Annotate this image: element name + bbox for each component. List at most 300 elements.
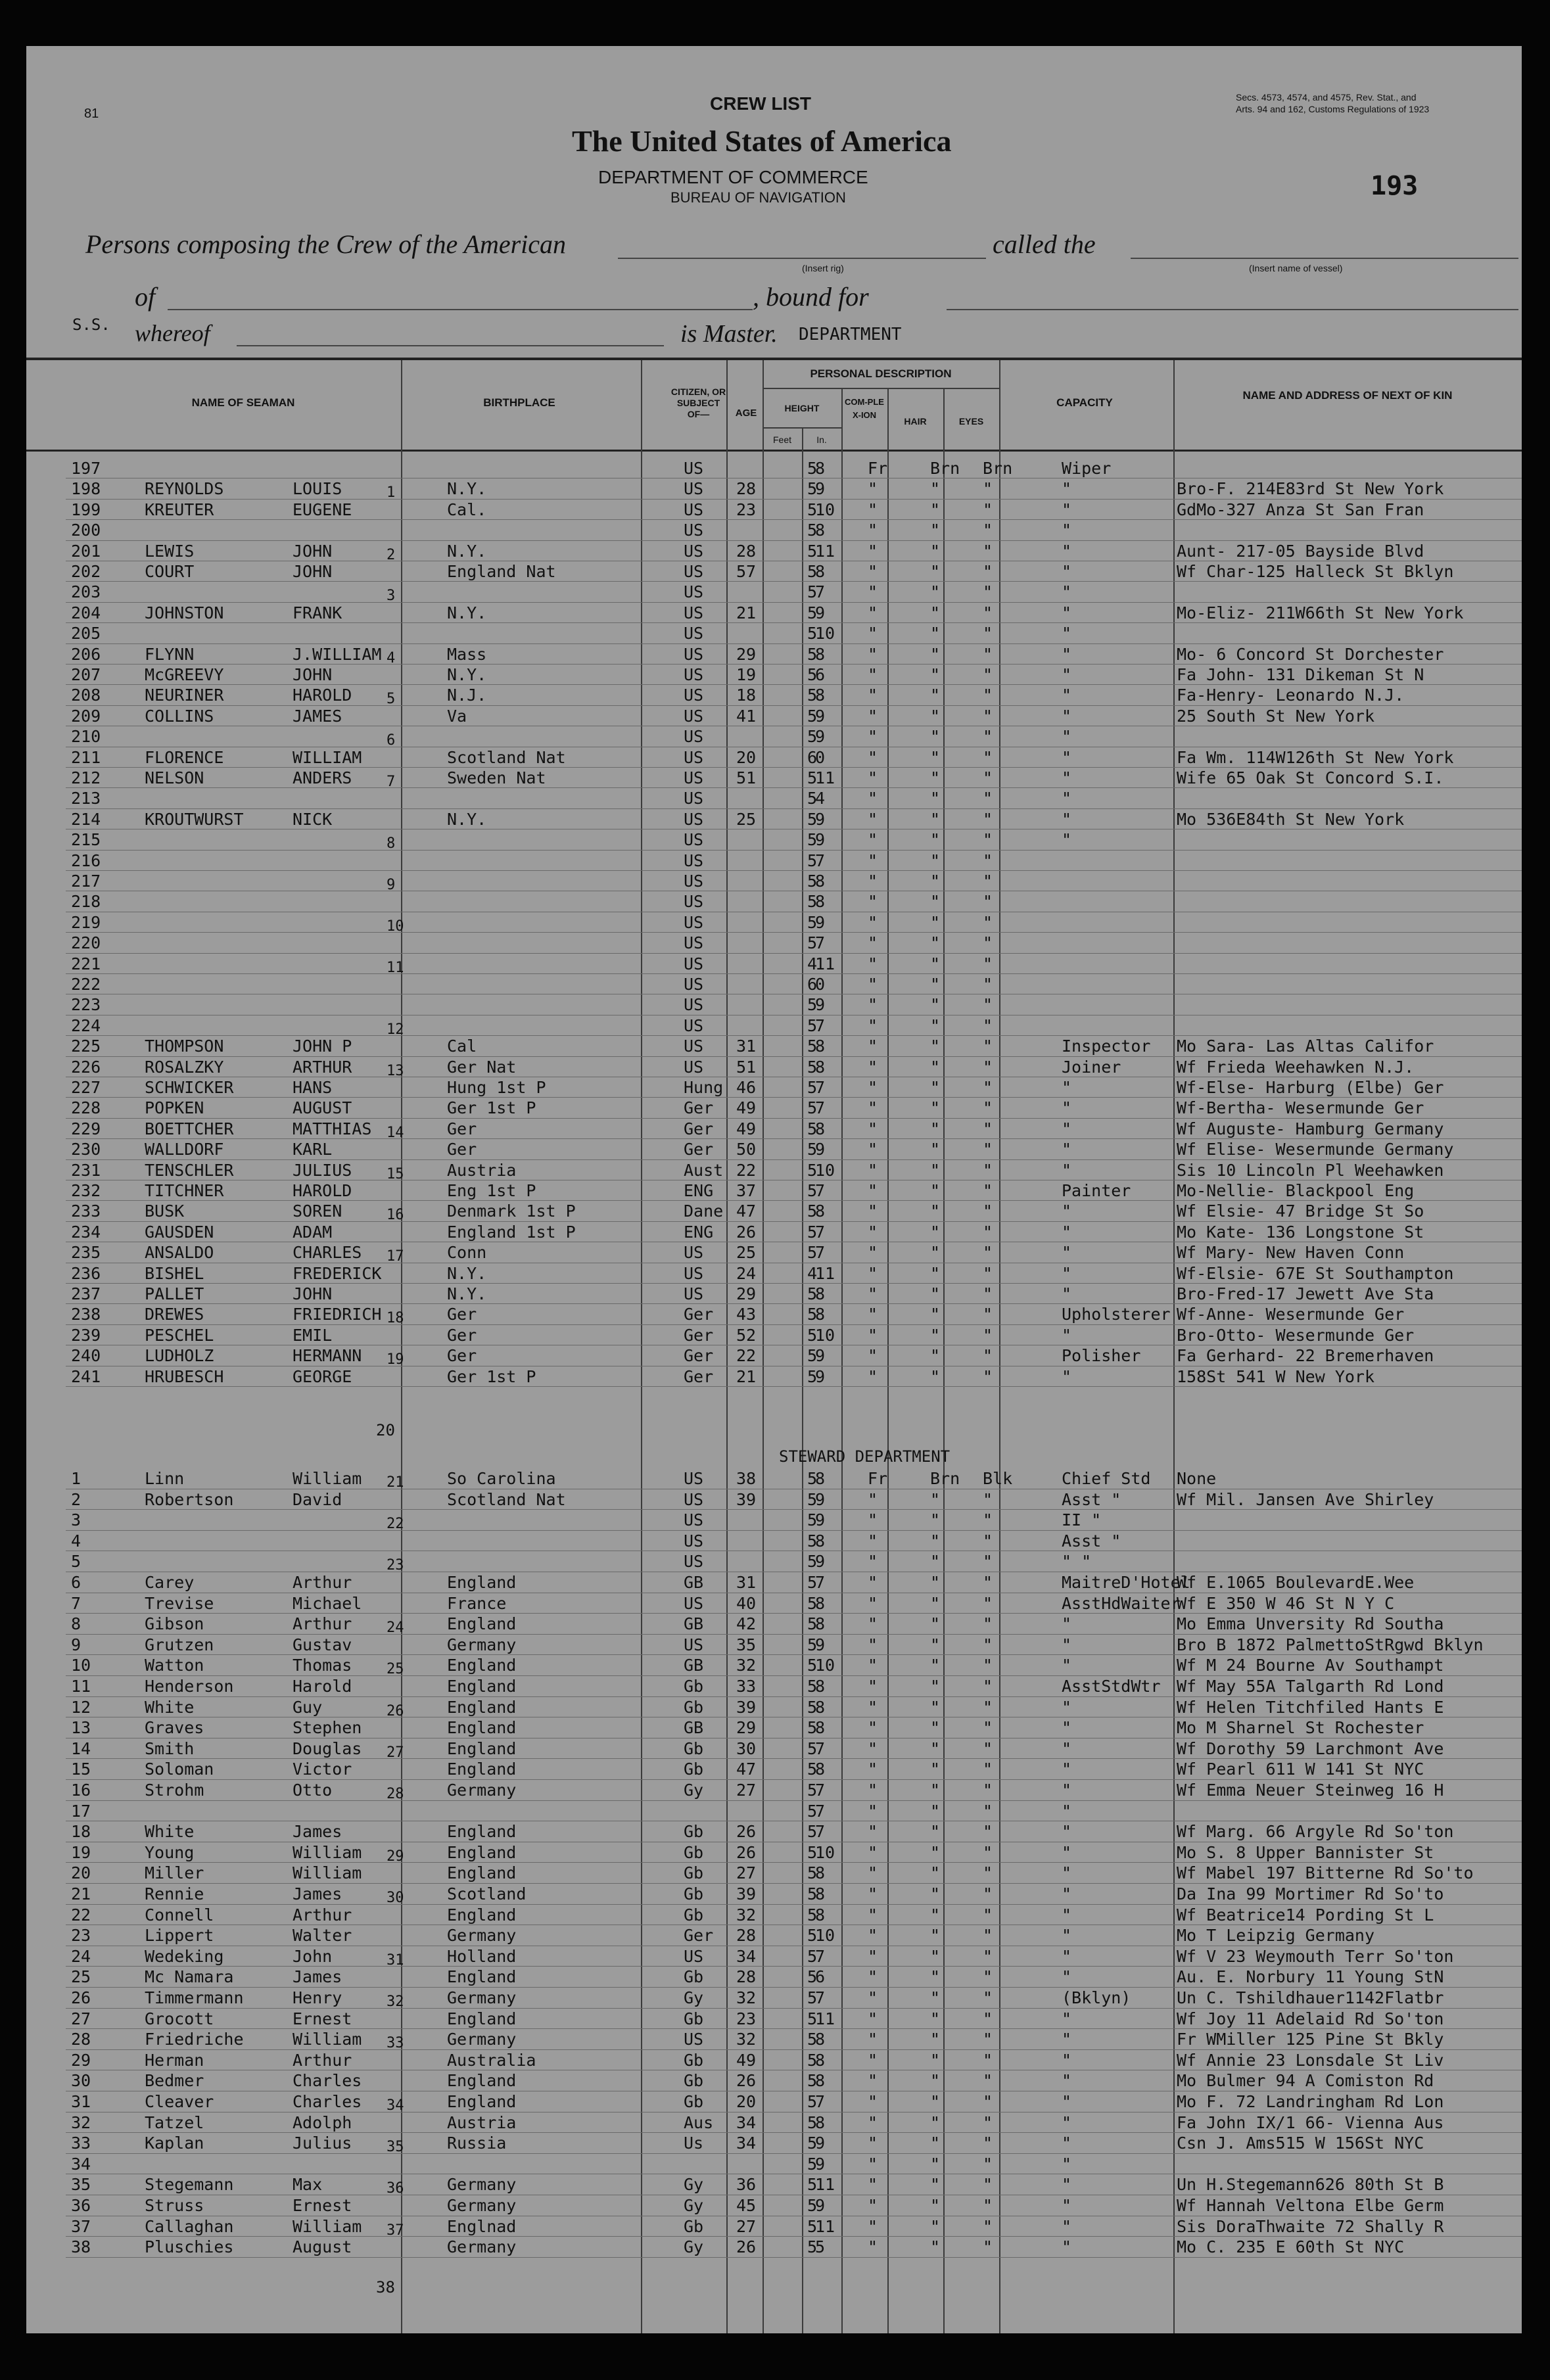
next-of-kin: Bro B 1872 PalmettoStRgwd Bklyn [1177,1635,1484,1654]
row-rule [66,1613,1522,1614]
height-feet: 5 [807,1037,818,1056]
crew-line-1: Persons composing the Crew of the American [85,229,567,259]
complexion: " [868,1243,878,1263]
row-number: 198 [71,479,101,499]
sequence-number: 26 [387,1702,404,1719]
eyes: " [983,1760,993,1779]
seaman-given-name: WILLIAM [293,747,362,767]
age: 27 [736,1781,757,1800]
hair: " [930,1801,941,1821]
height-inches: 8 [815,2030,826,2049]
next-of-kin: Mo Kate- 136 Longstone St [1177,1222,1424,1242]
seaman-given-name: Stephen [293,1718,362,1738]
citizenship: US [684,912,704,932]
height-inches: 8 [815,1284,826,1303]
seaman-surname: Henderson [145,1677,234,1696]
citizenship: Gb [684,2009,704,2028]
age: 41 [736,706,757,726]
seaman-surname: BUSK [145,1202,185,1221]
row-number: 37 [71,2216,91,2236]
capacity: " [1062,1119,1072,1138]
next-of-kin: Wf Mil. Jansen Ave Shirley [1177,1489,1434,1509]
hair: " [930,665,941,684]
height-inches: 9 [815,1635,826,1654]
sequence-number: 5 [387,691,396,708]
height-feet: 5 [807,1366,818,1386]
citizenship: Gy [684,2175,704,2195]
seaman-surname: Graves [145,1718,204,1738]
height-feet: 4 [807,1263,818,1283]
next-of-kin: Bro-Fred-17 Jewett Ave Sta [1177,1284,1434,1303]
height-feet: 5 [807,1593,818,1613]
eyes: " [983,1801,993,1821]
complexion: " [868,603,878,622]
seaman-given-name: JULIUS [293,1160,352,1180]
next-of-kin: Mo Sara- Las Altas Califor [1177,1037,1434,1056]
seaman-surname: White [145,1822,195,1842]
row-rule [66,684,1522,685]
height-feet: 5 [807,1160,818,1180]
height-inches: 7 [815,1243,826,1263]
row-rule [66,1904,1522,1905]
capacity: Chief Std [1062,1469,1151,1488]
seaman-surname: Tatzel [145,2112,204,2132]
sequence-number: 36 [387,2180,404,2197]
eyes: " [983,1489,993,1509]
next-of-kin: Wf Mabel 197 Bitterne Rd So'to [1177,1863,1474,1883]
seaman-given-name: JAMES [293,706,342,726]
citizenship: US [684,809,704,829]
age: 32 [736,1656,757,1675]
hair: " [930,1160,941,1180]
hair: " [930,747,941,767]
row-rule [66,973,1522,974]
capacity: " [1062,1140,1072,1159]
capacity: II " [1062,1510,1102,1530]
age: 39 [736,1697,757,1717]
complexion: " [868,933,878,953]
row-number: 212 [71,768,101,787]
height-feet: 5 [807,933,818,953]
birthplace: France [447,1593,507,1613]
citizenship: US [684,562,704,581]
row-rule [66,1035,1522,1036]
seaman-given-name: Guy [293,1697,323,1717]
next-of-kin: Bro-F. 214E83rd St New York [1177,479,1444,499]
height-feet: 5 [807,479,818,499]
row-number: 204 [71,603,101,622]
seaman-given-name: NICK [293,809,333,829]
height-feet: 5 [807,1863,818,1883]
citizenship: Ger [684,1366,714,1386]
eyes: " [983,809,993,829]
capacity: Asst " [1062,1489,1121,1509]
row-rule [66,622,1522,623]
capacity: " [1062,1098,1072,1118]
row-rule [66,1675,1522,1676]
complexion: " [868,2237,878,2257]
height-inches: 8 [815,1884,826,1903]
seaman-given-name: LOUIS [293,479,342,499]
citizenship: US [684,727,704,747]
row-rule [66,1530,1522,1531]
birthplace: England [447,1677,517,1696]
hair: " [930,644,941,664]
eyes: " [983,1325,993,1345]
seaman-surname: Young [145,1842,195,1862]
hair: " [930,541,941,561]
next-of-kin: Mo M Sharnel St Rochester [1177,1718,1424,1738]
row-number: 214 [71,809,101,829]
sequence-number: 12 [387,1021,404,1038]
seaman-surname: WALLDORF [145,1140,224,1159]
col-hair-header: HAIR [904,416,927,427]
hair: " [930,1946,941,1966]
age: 32 [736,2030,757,2049]
left-mark: 81 [84,106,99,121]
seaman-given-name: Henry [293,1988,342,2007]
age: 29 [736,1284,757,1303]
eyes: " [983,1842,993,1862]
next-of-kin: Wf May 55A Talgarth Rd Lond [1177,1677,1444,1696]
row-rule [66,499,1522,500]
complexion: " [868,2112,878,2132]
height-inches: 6 [815,665,826,684]
seaman-surname: PALLET [145,1284,204,1303]
height-inches: 9 [815,830,826,850]
citizenship: Gb [684,1842,704,1862]
row-rule [66,1283,1522,1284]
seaman-surname: Robertson [145,1489,234,1509]
row-rule [66,767,1522,768]
birthplace: England [447,1863,517,1883]
height-feet: 5 [807,1760,818,1779]
next-of-kin: Wf Pearl 611 W 141 St NYC [1177,1760,1424,1779]
eyes: " [983,1160,993,1180]
birthplace: Ger [447,1140,477,1159]
citizenship: US [684,624,704,643]
hair: " [930,912,941,932]
age: 25 [736,1243,757,1263]
row-number: 22 [71,1905,91,1925]
age: 34 [736,1946,757,1966]
next-of-kin: Wf V 23 Weymouth Terr So'ton [1177,1946,1454,1966]
hair: " [930,1510,941,1530]
height-feet: 5 [807,1489,818,1509]
complexion: " [868,830,878,850]
height-feet: 5 [807,582,818,602]
row-number: 215 [71,830,101,850]
birthplace: England [447,1822,517,1842]
row-number: 9 [71,1635,82,1654]
next-of-kin: Sis 10 Lincoln Pl Weehawken [1177,1160,1444,1180]
age: 28 [736,1967,757,1987]
age: 26 [736,2237,757,2257]
complexion: " [868,1656,878,1675]
row-rule [66,1200,1522,1201]
citizenship: US [684,582,704,602]
eyes: " [983,851,993,870]
vessel-blank [1131,258,1518,259]
col-personal-header: PERSONAL DESCRIPTION [810,367,952,380]
height-rule [763,427,841,429]
sequence-number: 34 [387,2097,404,2114]
age: 52 [736,1325,757,1345]
eyes: " [983,1573,993,1592]
seaman-given-name: Charles [293,2071,362,2091]
birthplace: England [447,1656,517,1675]
citizenship: Gb [684,2092,704,2111]
complexion: " [868,1202,878,1221]
seaman-surname: NELSON [145,768,204,787]
seaman-given-name: William [293,1863,362,1883]
capacity: " [1062,1884,1072,1903]
row-number: 27 [71,2009,91,2028]
sequence-number: 3 [387,588,396,605]
eyes: " [983,1988,993,2007]
col-sep-hair [943,388,945,2333]
complexion: " [868,1263,878,1283]
citizenship: US [684,521,704,540]
row-number: 237 [71,1284,101,1303]
complexion: " [868,582,878,602]
height-inches: 9 [815,2196,826,2215]
seaman-surname: PESCHEL [145,1325,214,1345]
sequence-number: 21 [387,1474,404,1491]
next-of-kin: Da Ina 99 Mortimer Rd So'to [1177,1884,1444,1903]
seaman-given-name: JOHN [293,541,333,561]
citizenship: US [684,1243,704,1263]
capacity: " [1062,603,1072,622]
height-feet: 5 [807,830,818,850]
eyes: " [983,1656,993,1675]
eyes: " [983,768,993,787]
capacity: Painter [1062,1181,1131,1200]
row-number: 17 [71,1801,91,1821]
height-inches: 7 [815,1946,826,1966]
row-number: 217 [71,872,101,891]
complexion: " [868,686,878,705]
capacity: " [1062,2175,1072,2195]
eyes: " [983,830,993,850]
age: 20 [736,2092,757,2111]
age: 27 [736,1863,757,1883]
capacity: " [1062,789,1072,808]
row-number: 4 [71,1531,82,1551]
age: 35 [736,1635,757,1654]
capacity: " [1062,2050,1072,2070]
height-feet: 5 [807,892,818,912]
row-rule [66,643,1522,644]
height-inches: 4 [815,789,826,808]
steward-heading: STEWARD DEPARTMENT [779,1447,951,1466]
height-feet: 5 [807,872,818,891]
sequence-number: 18 [387,1310,404,1327]
height-feet: 5 [807,459,818,478]
height-inches: 7 [815,2092,826,2111]
birthplace: Germany [447,2175,517,2195]
row-rule [66,1696,1522,1697]
age: 23 [736,500,757,519]
complexion: " [868,1635,878,1654]
row-rule [66,1303,1522,1304]
seaman-surname: THOMPSON [145,1037,224,1056]
row-rule [66,2132,1522,2133]
citizenship: Gb [684,1738,704,1758]
birthplace: N.Y. [447,541,487,561]
eyes: " [983,1905,993,1925]
complexion: " [868,624,878,643]
seaman-surname: Pluschies [145,2237,234,2257]
capacity: " [1062,1614,1072,1634]
seaman-given-name: SOREN [293,1202,342,1221]
seaman-given-name: MATTHIAS [293,1119,372,1138]
birthplace: England [447,2092,517,2111]
height-feet: 5 [807,706,818,726]
hair: " [930,2196,941,2215]
capacity: " [1062,1160,1072,1180]
birthplace: Australia [447,2050,536,2070]
hair: " [930,851,941,870]
height-inches: 7 [815,1573,826,1592]
height-feet: 5 [807,2154,818,2174]
seaman-given-name: Michael [293,1593,362,1613]
citizenship: Gb [684,1863,704,1883]
crew-line-2-suffix: , bound for [753,282,869,312]
seaman-given-name: HANS [293,1078,333,1097]
eyes: " [983,1202,993,1221]
capacity: " [1062,2092,1072,2111]
citizenship: Gb [684,1760,704,1779]
birthplace: Denmark 1st P [447,1202,576,1221]
seaman-surname: Stegemann [145,2175,234,2195]
height-inches: 8 [815,1469,826,1488]
height-inches: 8 [815,2050,826,2070]
sequence-number: 17 [387,1248,404,1265]
birthplace: Ger [447,1346,477,1366]
age: 47 [736,1760,757,1779]
citizenship: Hung [684,1078,724,1097]
row-number: 209 [71,706,101,726]
complexion: " [868,1305,878,1324]
height-feet: 6 [807,975,818,994]
citizenship: US [684,1263,704,1283]
citizenship: US [684,1510,704,1530]
capacity: " [1062,1202,1072,1221]
row-number: 19 [71,1842,91,1862]
height-inches: 10 [815,1926,835,1946]
eyes: " [983,1531,993,1551]
col-sep-birth [641,360,642,2333]
seaman-given-name: Ernest [293,2196,352,2215]
height-feet: 5 [807,1346,818,1366]
height-inches: 9 [815,1346,826,1366]
hair: " [930,1718,941,1738]
citizenship: Gy [684,2196,704,2215]
height-feet: 5 [807,851,818,870]
row-number: 211 [71,747,101,767]
age: 34 [736,2112,757,2132]
seaman-surname: Smith [145,1738,195,1758]
seaman-surname: FLYNN [145,644,195,664]
capacity: " [1062,2154,1072,2174]
sequence-number: 2 [387,546,396,563]
height-inches: 7 [815,1078,826,1097]
complexion: " [868,1946,878,1966]
sequence-number: 27 [387,1744,404,1761]
complexion: " [868,1098,878,1118]
col-citizen-header: CITIZEN, OR SUBJECT OF— [670,386,726,419]
seaman-given-name: Ernest [293,2009,352,2028]
eyes: " [983,1822,993,1842]
complexion: " [868,768,878,787]
citizenship: Gy [684,2237,704,2257]
height-inches: 11 [815,541,835,561]
hair: " [930,1057,941,1077]
seaman-surname: Carey [145,1573,195,1592]
age: 49 [736,2050,757,2070]
eyes: Blk [983,1469,1013,1488]
row-number: 210 [71,727,101,747]
age: 28 [736,1926,757,1946]
birthplace: England [447,1967,517,1987]
row-number: 205 [71,624,101,643]
seaman-given-name: August [293,2237,352,2257]
next-of-kin: Wf Elsie- 47 Bridge St So [1177,1202,1424,1221]
height-inches: 9 [815,1489,826,1509]
citizenship: US [684,789,704,808]
citizenship: US [684,1015,704,1035]
height-inches: 7 [815,1222,826,1242]
eyes: " [983,1037,993,1056]
birthplace: Ger 1st P [447,1098,536,1118]
birthplace: Ger Nat [447,1057,517,1077]
eyes: " [983,789,993,808]
sequence-number: 22 [387,1516,404,1533]
complexion: " [868,2134,878,2153]
seaman-given-name: Douglas [293,1738,362,1758]
seaman-surname: LEWIS [145,541,195,561]
citizenship: GB [684,1718,704,1738]
hair: " [930,479,941,499]
row-rule [66,1654,1522,1655]
col-inches-header: In. [816,434,827,445]
seaman-surname: POPKEN [145,1098,204,1118]
next-of-kin: Csn J. Ams515 W 156St NYC [1177,2134,1424,2153]
height-inches: 7 [815,1781,826,1800]
crew-line-3-suffix: is Master. [680,320,778,348]
birthplace: England [447,2071,517,2091]
complexion: " [868,1037,878,1056]
capacity: " [1062,624,1072,643]
birthplace: Austria [447,2112,517,2132]
height-inches: 9 [815,2154,826,2174]
hair: " [930,1015,941,1035]
hair: " [930,1967,941,1987]
row-number: 233 [71,1202,101,1221]
hair: " [930,521,941,540]
seaman-given-name: Walter [293,1926,352,1946]
next-of-kin: Wf E.1065 BoulevardE.Wee [1177,1573,1415,1592]
height-inches: 10 [815,624,835,643]
capacity: " [1062,1635,1072,1654]
eyes: " [983,644,993,664]
eyes: " [983,686,993,705]
complexion: " [868,479,878,499]
row-rule [66,932,1522,933]
birthplace: Hung 1st P [447,1078,546,1097]
sequence-number: 11 [387,959,404,976]
